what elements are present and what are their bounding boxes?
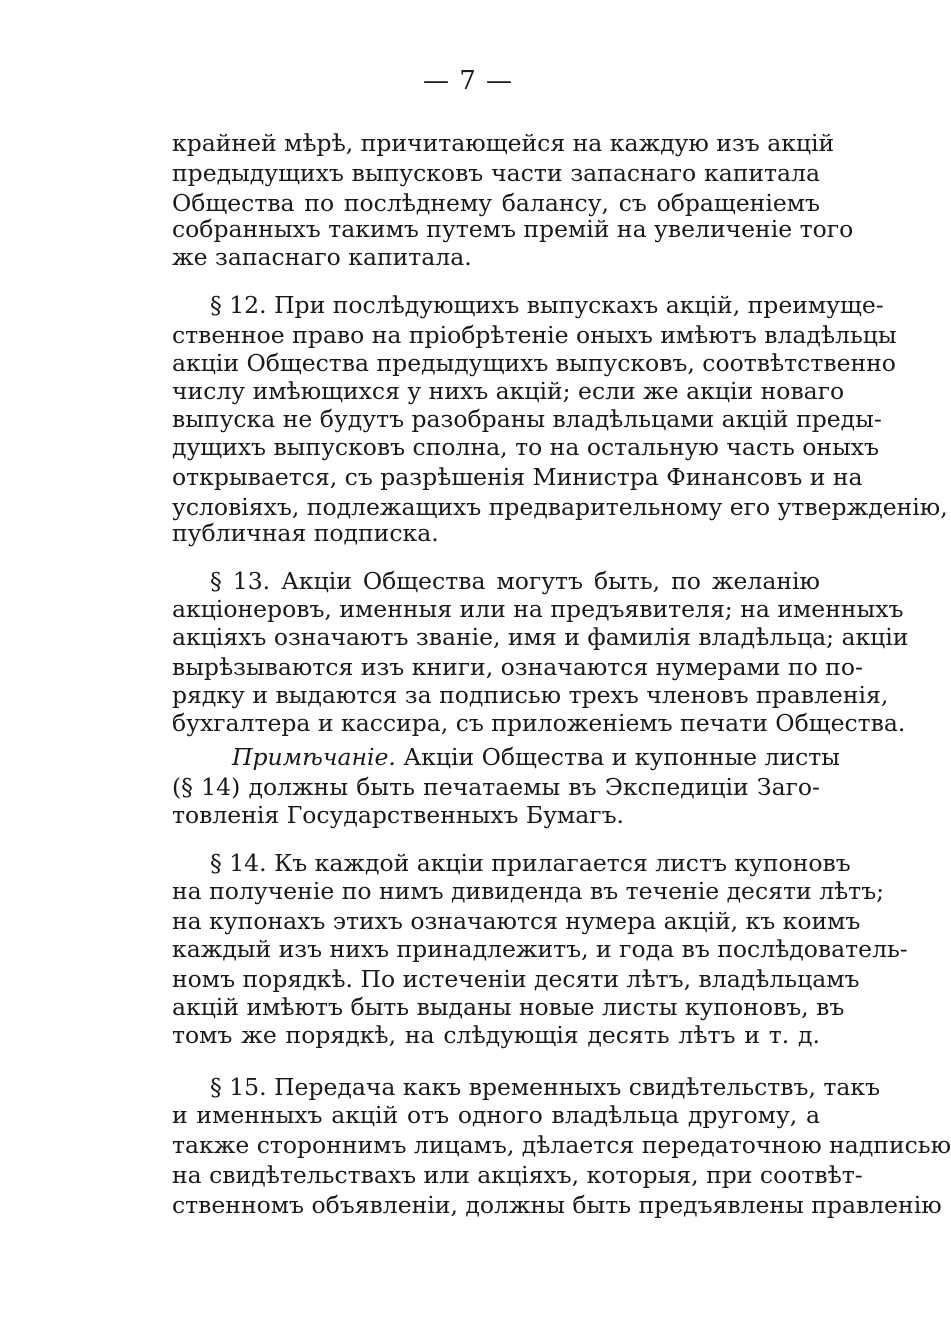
text-line: собранныхъ такимъ путемъ премій на увеличеніе того — [172, 215, 854, 243]
text-line: выпуска не будутъ разобраны владѣльцами акцій преды- — [172, 405, 882, 433]
text-line: также стороннимъ лицамъ, дѣлается передаточною надписью — [172, 1131, 951, 1159]
text-line: томъ же порядкѣ, на слѣдующія десять лѣтъ и т. д. — [172, 1021, 820, 1049]
text-line: бухгалтера и кассира, съ приложеніемъ печати Общества. — [172, 709, 906, 737]
text-line: крайней мѣрѣ, причитающейся на каждую изъ акцій — [172, 129, 835, 157]
text-line: акціяхъ означаютъ званіе, имя и фамилія владѣльца; акціи — [172, 623, 909, 651]
text-line: на купонахъ этихъ означаются нумера акцій, къ коимъ — [172, 907, 861, 935]
text-line: условіяхъ, подлежащихъ предварительному его утвержденію, — [172, 493, 948, 521]
text-line: § 13. Акціи Общества могутъ быть, по желанію — [210, 567, 820, 595]
text-line: публичная подписка. — [172, 519, 439, 547]
text-line: товленія Государственныхъ Бумагъ. — [172, 801, 625, 829]
page-number: — 7 — — [422, 66, 514, 96]
text-line: § 15. Передача какъ временныхъ свидѣтельствъ, такъ — [210, 1073, 881, 1101]
text-line: § 14. Къ каждой акціи прилагается листъ купоновъ — [210, 849, 851, 877]
note-text: Акціи Общества и купонные листы — [403, 743, 840, 771]
text-line: и именныхъ акцій отъ одного владѣльца другому, а — [172, 1101, 820, 1129]
text-line: дущихъ выпусковъ сполна, то на остальную часть оныхъ — [172, 433, 879, 461]
text-line: ственное право на пріобрѣтеніе оныхъ имѣютъ владѣльцы — [172, 321, 897, 349]
text-line — [232, 742, 840, 772]
text-line: вырѣзываются изъ книги, означаются нумерами по по- — [172, 653, 863, 681]
text-line: предыдущихъ выпусковъ части запаснаго капитала — [172, 159, 820, 187]
text-line: числу имѣющихся у нихъ акцій; если же акціи новаго — [172, 377, 845, 405]
text-line: рядку и выдаются за подписью трехъ членовъ правленія, — [172, 681, 889, 709]
text-line: Общества по послѣднему балансу, съ обращеніемъ — [172, 189, 820, 217]
text-line: на свидѣтельствахъ или акціяхъ, которыя, при соотвѣт- — [172, 1161, 863, 1189]
note-label: Примѣчаніе. — [232, 743, 396, 771]
text-line: на полученіе по нимъ дивиденда въ теченіе десяти лѣтъ; — [172, 877, 885, 905]
text-line: акціонеровъ, именныя или на предъявителя; на именныхъ — [172, 595, 904, 623]
text-line: номъ порядкѣ. По истеченіи десяти лѣтъ, владѣльцамъ — [172, 965, 860, 993]
text-line: каждый изъ нихъ принадлежитъ, и года въ послѣдователь- — [172, 935, 908, 963]
text-line: ственномъ объявленіи, должны быть предъявлены правленію — [172, 1191, 942, 1219]
text-line: (§ 14) должны быть печатаемы въ Экспедиціи Заго- — [172, 773, 820, 801]
text-line: акцій имѣютъ быть выданы новые листы купоновъ, въ — [172, 993, 845, 1021]
text-line: § 12. При послѣдующихъ выпускахъ акцій, преимуще- — [210, 291, 884, 319]
text-line: акціи Общества предыдущихъ выпусковъ, соотвѣтственно — [172, 349, 896, 377]
text-line: открывается, съ разрѣшенія Министра Финансовъ и на — [172, 463, 863, 491]
text-line: же запаснаго капитала. — [172, 243, 472, 271]
